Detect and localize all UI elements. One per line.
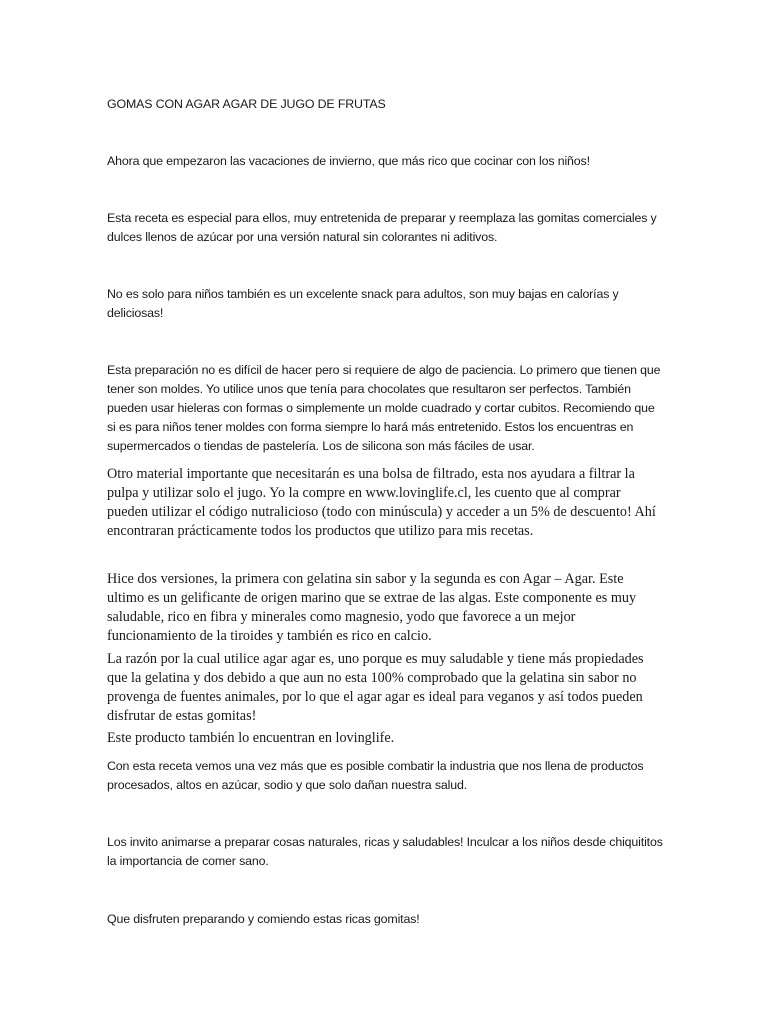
paragraph-versions: Hice dos versiones, la primera con gelatina sin sabor y la segunda es con Agar – Agar. Este ultimo es un gelificante de origen marino que se extrae de las algas. Este componente es muy saludable, rico en fibra y minerales como magnesio, yodo que favorece a un mejor funcionamiento de la tiroides y también es rico en calcio. [107,571,637,644]
paragraph-closing: Que disfruten preparando y comiendo estas ricas gomitas! [107,912,420,926]
document-title: GOMAS CON AGAR AGAR DE JUGO DE FRUTAS [107,97,386,111]
paragraph-intro: Ahora que empezaron las vacaciones de invierno, que más rico que cocinar con los niños! [107,154,590,168]
paragraph-recipe-description: Esta receta es especial para ellos, muy entretenida de preparar y reemplaza las gomitas comerciales y dulces llenos de azúcar por una versión natural sin colorantes ni aditivos. [107,211,657,244]
paragraph-product-source: Este producto también lo encuentran en lovinglife. [107,730,395,746]
paragraph-industry: Con esta receta vemos una vez más que es posible combatir la industria que nos llena de productos procesados, altos en azúcar, sodio y que solo dañan nuestra salud. [107,759,644,792]
paragraph-agar-reason: La razón por la cual utilice agar agar es, uno porque es muy saludable y tiene más propiedades que la gelatina y dos debido a que aun no esta 100% comprobado que la gelatina sin sabor no provenga de fuentes animales, por lo que el agar agar es ideal para veganos y así todos pueden disfrutar de estas gomitas! [107,651,644,724]
paragraph-invitation: Los invito animarse a preparar cosas naturales, ricas y saludables! Inculcar a los niños desde chiquititos la importancia de comer sano. [107,835,663,868]
paragraph-filter-bag: Otro material importante que necesitarán es una bolsa de filtrado, esta nos ayudara a filtrar la pulpa y utilizar solo el jugo. Yo la compre en www.lovinglife.cl, les cuento que al comprar pueden utilizar el código nutralicioso (todo con minúscula) y acceder a un 5% de descuento! Ahí encontraran prácticamente todos los productos que utilizo para mis recetas. [107,466,656,539]
paragraph-snack-adults: No es solo para niños también es un excelente snack para adultos, son muy bajas en calorías y deliciosas! [107,287,619,320]
paragraph-molds: Esta preparación no es difícil de hacer pero si requiere de algo de paciencia. Lo primero que tienen que tener son moldes. Yo utilice unos que tenía para chocolates que resultaron ser perfectos. También pueden usar hieleras con formas o simplemente un molde cuadrado y cortar cubitos. Recomiendo que si es para niños tener moldes con forma siempre lo hará más entretenido. Estos los encuentras en supermercados o tiendas de pastelería. Los de silicona son más fáciles de usar. [107,363,661,453]
